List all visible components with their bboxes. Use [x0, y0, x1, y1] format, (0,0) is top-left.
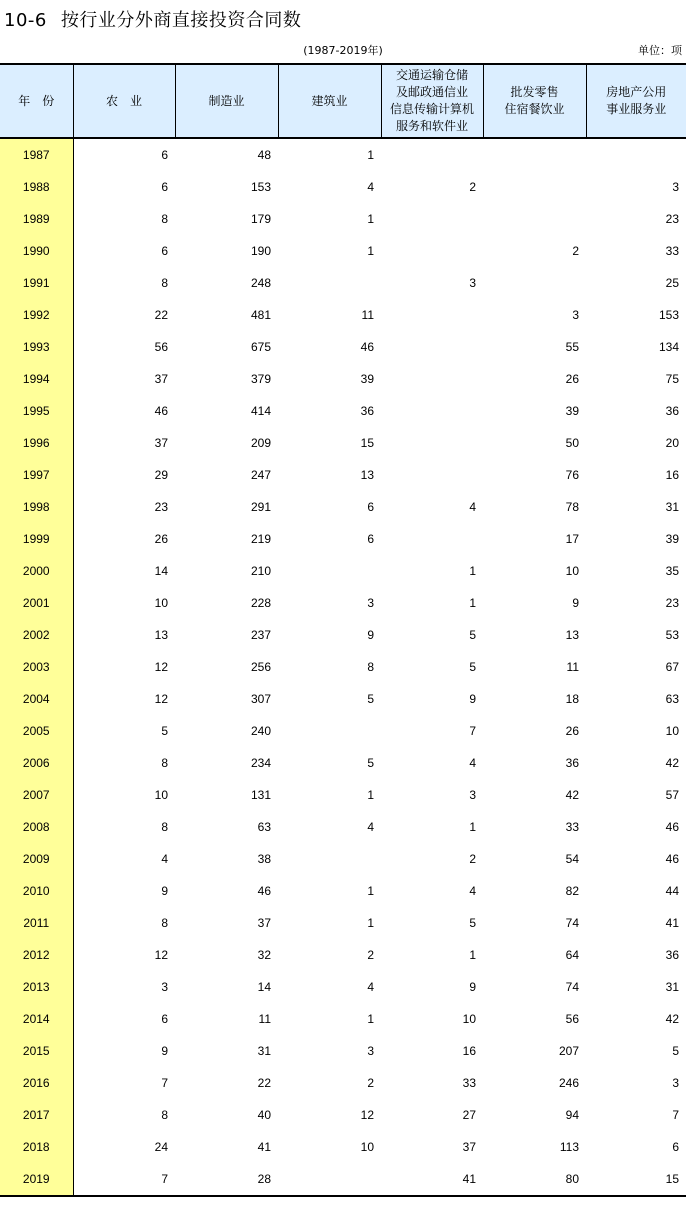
unit-label: 单位：项 [638, 44, 682, 57]
transport-it-cell: 4 [469, 884, 476, 898]
real-estate-cell: 7 [672, 1108, 679, 1122]
manufacturing-cell: 38 [257, 852, 271, 866]
year-cell: 2001 [0, 587, 73, 619]
year-cell: 1988 [0, 171, 73, 203]
transport-it-cell [381, 235, 483, 267]
transport-it-cell: 4 [469, 756, 476, 770]
transport-it-cell [381, 138, 483, 171]
manufacturing-cell: 40 [257, 1108, 271, 1122]
wholesale-retail-cell [483, 203, 586, 235]
construction-cell: 1 [367, 148, 374, 162]
manufacturing-cell: 209 [250, 436, 271, 450]
agriculture-cell: 6 [161, 244, 168, 258]
agriculture-cell: 6 [161, 180, 168, 194]
table-row [0, 363, 686, 395]
year-cell: 1993 [0, 331, 73, 363]
agriculture-cell: 24 [154, 1140, 168, 1154]
transport-it-cell: 4 [469, 500, 476, 514]
agriculture-cell: 56 [154, 340, 168, 354]
table-row [0, 171, 686, 203]
agriculture-cell: 6 [161, 1012, 168, 1026]
page-title [4, 6, 301, 32]
transport-it-cell: 1 [469, 596, 476, 610]
real-estate-cell: 20 [665, 436, 679, 450]
transport-it-cell: 5 [469, 628, 476, 642]
wholesale-retail-cell: 11 [566, 660, 579, 674]
table-row [0, 779, 686, 811]
wholesale-retail-cell: 42 [565, 788, 579, 802]
table-row [0, 1099, 686, 1131]
agriculture-cell: 14 [154, 564, 168, 578]
year-cell: 2005 [0, 715, 73, 747]
table-row [0, 747, 686, 779]
real-estate-cell: 46 [665, 852, 679, 866]
transport-it-cell [381, 459, 483, 491]
header-agriculture: 农 业 [73, 64, 175, 138]
real-estate-cell: 5 [672, 1044, 679, 1058]
manufacturing-cell: 256 [250, 660, 271, 674]
wholesale-retail-cell: 76 [565, 468, 579, 482]
wholesale-retail-cell: 64 [565, 948, 579, 962]
agriculture-cell: 8 [161, 212, 168, 226]
agriculture-cell: 37 [154, 372, 168, 386]
manufacturing-cell: 63 [257, 820, 271, 834]
table-row [0, 427, 686, 459]
transport-it-cell [381, 395, 483, 427]
manufacturing-cell: 291 [250, 500, 271, 514]
agriculture-cell: 22 [154, 308, 168, 322]
construction-cell: 39 [360, 372, 374, 386]
header-wholesale-retail: 批发零售 住宿餐饮业 [483, 64, 586, 138]
manufacturing-cell: 210 [250, 564, 271, 578]
year-cell: 1997 [0, 459, 73, 491]
real-estate-cell: 67 [665, 660, 679, 674]
wholesale-retail-cell: 80 [483, 1163, 586, 1196]
manufacturing-cell: 675 [250, 340, 271, 354]
wholesale-retail-cell [483, 267, 586, 299]
construction-cell: 1 [367, 1012, 374, 1026]
year-cell: 1992 [0, 299, 73, 331]
transport-it-cell: 33 [462, 1076, 476, 1090]
real-estate-cell: 41 [665, 916, 679, 930]
wholesale-retail-cell: 26 [565, 724, 579, 738]
manufacturing-cell: 37 [257, 916, 271, 930]
manufacturing-cell: 22 [257, 1076, 271, 1090]
manufacturing-cell: 48 [257, 148, 271, 162]
wholesale-retail-cell: 39 [565, 404, 579, 418]
manufacturing-cell: 153 [250, 180, 271, 194]
agriculture-cell: 7 [161, 1076, 168, 1090]
wholesale-retail-cell: 9 [572, 596, 579, 610]
year-cell: 2000 [0, 555, 73, 587]
table-row [0, 235, 686, 267]
agriculture-cell: 3 [161, 980, 168, 994]
wholesale-retail-cell: 50 [565, 436, 579, 450]
year-cell: 1998 [0, 491, 73, 523]
agriculture-cell: 12 [154, 660, 168, 674]
wholesale-retail-cell: 207 [558, 1044, 579, 1058]
table-row [0, 138, 686, 171]
transport-it-cell: 3 [469, 276, 476, 290]
year-cell: 2006 [0, 747, 73, 779]
wholesale-retail-cell: 56 [565, 1012, 579, 1026]
wholesale-retail-cell [483, 171, 586, 203]
table-row [0, 971, 686, 1003]
construction-cell: 2 [367, 1076, 374, 1090]
year-cell: 1995 [0, 395, 73, 427]
real-estate-cell: 3 [672, 180, 679, 194]
transport-it-cell: 1 [469, 564, 476, 578]
real-estate-cell: 63 [665, 692, 679, 706]
table-row [0, 1003, 686, 1035]
table-row [0, 715, 686, 747]
manufacturing-cell: 32 [257, 948, 271, 962]
wholesale-retail-cell: 82 [565, 884, 579, 898]
table-row [0, 651, 686, 683]
table-row [0, 267, 686, 299]
construction-cell: 8 [367, 660, 374, 674]
year-cell: 1990 [0, 235, 73, 267]
transport-it-cell: 1 [469, 820, 476, 834]
table-title: 按行业分外商直接投资合同数 [60, 10, 302, 31]
real-estate-cell: 53 [665, 628, 679, 642]
wholesale-retail-cell: 55 [565, 340, 579, 354]
agriculture-cell: 10 [154, 788, 168, 802]
manufacturing-cell: 41 [257, 1140, 271, 1154]
wholesale-retail-cell: 113 [559, 1140, 579, 1154]
real-estate-cell: 35 [665, 564, 679, 578]
transport-it-cell: 2 [469, 852, 476, 866]
wholesale-retail-cell: 36 [565, 756, 579, 770]
table-row [0, 1067, 686, 1099]
transport-it-cell [381, 331, 483, 363]
table-row [0, 683, 686, 715]
real-estate-cell: 15 [586, 1163, 686, 1196]
real-estate-cell: 36 [665, 948, 679, 962]
real-estate-cell: 3 [672, 1076, 679, 1090]
table-row [0, 875, 686, 907]
construction-cell [278, 267, 381, 299]
real-estate-cell: 36 [665, 404, 679, 418]
transport-it-cell: 27 [462, 1108, 476, 1122]
header-manufacturing: 制造业 [175, 64, 278, 138]
year-cell: 2018 [0, 1131, 73, 1163]
transport-it-cell: 16 [462, 1044, 476, 1058]
manufacturing-cell: 240 [250, 724, 271, 738]
table-row [0, 1035, 686, 1067]
transport-it-cell [381, 427, 483, 459]
real-estate-cell: 42 [665, 1012, 679, 1026]
manufacturing-cell: 179 [250, 212, 271, 226]
table-row [0, 587, 686, 619]
transport-it-cell: 9 [469, 692, 476, 706]
agriculture-cell: 12 [154, 692, 168, 706]
header-year: 年 份 [0, 64, 73, 138]
agriculture-cell: 9 [161, 1044, 168, 1058]
table-row [0, 395, 686, 427]
real-estate-cell: 33 [665, 244, 679, 258]
transport-it-cell: 41 [381, 1163, 483, 1196]
year-cell: 1987 [0, 138, 73, 171]
transport-it-cell: 10 [462, 1012, 476, 1026]
construction-cell: 6 [367, 500, 374, 514]
agriculture-cell: 26 [154, 532, 168, 546]
agriculture-cell: 10 [154, 596, 168, 610]
year-range: (1987-2019年) [303, 44, 383, 57]
agriculture-cell: 9 [161, 884, 168, 898]
construction-cell: 3 [367, 1044, 374, 1058]
real-estate-cell: 23 [665, 596, 679, 610]
construction-cell: 5 [367, 756, 374, 770]
real-estate-cell: 39 [665, 532, 679, 546]
table-body [0, 138, 686, 1196]
construction-cell [278, 843, 381, 875]
transport-it-cell [381, 299, 483, 331]
transport-it-cell: 5 [469, 916, 476, 930]
real-estate-cell: 16 [665, 468, 679, 482]
wholesale-retail-cell: 26 [565, 372, 579, 386]
year-cell: 1989 [0, 203, 73, 235]
year-cell: 2013 [0, 971, 73, 1003]
transport-it-cell: 2 [469, 180, 476, 194]
real-estate-cell: 10 [665, 724, 679, 738]
year-cell: 2016 [0, 1067, 73, 1099]
manufacturing-cell: 228 [250, 596, 271, 610]
construction-cell: 11 [361, 308, 374, 322]
construction-cell: 4 [367, 820, 374, 834]
real-estate-cell [586, 138, 686, 171]
manufacturing-cell: 46 [257, 884, 271, 898]
wholesale-retail-cell: 13 [565, 628, 579, 642]
data-table [0, 63, 686, 1197]
table-row [0, 299, 686, 331]
agriculture-cell: 37 [154, 436, 168, 450]
header-construction: 建筑业 [278, 64, 381, 138]
manufacturing-cell: 31 [257, 1044, 271, 1058]
real-estate-cell: 134 [658, 340, 679, 354]
table-number: 10-6 [4, 10, 47, 31]
real-estate-cell: 25 [665, 276, 679, 290]
year-cell: 2003 [0, 651, 73, 683]
manufacturing-cell: 414 [250, 404, 271, 418]
construction-cell: 1 [367, 212, 374, 226]
wholesale-retail-cell: 94 [565, 1108, 579, 1122]
manufacturing-cell: 219 [250, 532, 271, 546]
manufacturing-cell: 307 [250, 692, 271, 706]
year-cell: 1994 [0, 363, 73, 395]
table-row [0, 491, 686, 523]
construction-cell: 1 [367, 788, 374, 802]
table-row [0, 331, 686, 363]
table-row [0, 555, 686, 587]
year-cell: 2010 [0, 875, 73, 907]
table-row [0, 459, 686, 491]
real-estate-cell: 23 [665, 212, 679, 226]
construction-cell: 15 [360, 436, 374, 450]
agriculture-cell: 8 [161, 276, 168, 290]
agriculture-cell: 8 [161, 1108, 168, 1122]
real-estate-cell: 75 [665, 372, 679, 386]
agriculture-cell: 23 [154, 500, 168, 514]
agriculture-cell: 6 [161, 148, 168, 162]
manufacturing-cell: 190 [250, 244, 271, 258]
construction-cell: 10 [360, 1140, 374, 1154]
construction-cell [278, 715, 381, 747]
wholesale-retail-cell: 74 [565, 980, 579, 994]
wholesale-retail-cell: 10 [565, 564, 579, 578]
year-cell: 1991 [0, 267, 73, 299]
construction-cell: 4 [367, 980, 374, 994]
wholesale-retail-cell: 2 [572, 244, 579, 258]
agriculture-cell: 46 [154, 404, 168, 418]
construction-cell: 9 [367, 628, 374, 642]
year-cell: 2011 [0, 907, 73, 939]
construction-cell: 4 [367, 180, 374, 194]
year-cell: 2015 [0, 1035, 73, 1067]
year-cell: 2017 [0, 1099, 73, 1131]
construction-cell: 1 [367, 884, 374, 898]
agriculture-cell: 13 [154, 628, 168, 642]
wholesale-retail-cell: 54 [565, 852, 579, 866]
year-cell: 2004 [0, 683, 73, 715]
table-row [0, 1131, 686, 1163]
real-estate-cell: 44 [665, 884, 679, 898]
transport-it-cell: 3 [469, 788, 476, 802]
manufacturing-cell: 11 [258, 1012, 271, 1026]
wholesale-retail-cell: 17 [565, 532, 579, 546]
construction-cell: 2 [367, 948, 374, 962]
transport-it-cell: 7 [469, 724, 476, 738]
table-row [0, 1163, 686, 1196]
construction-cell: 12 [360, 1108, 374, 1122]
year-cell: 2019 [0, 1163, 73, 1196]
transport-it-cell: 1 [469, 948, 476, 962]
construction-cell: 6 [367, 532, 374, 546]
table-row [0, 203, 686, 235]
manufacturing-cell: 379 [250, 372, 271, 386]
year-cell: 2007 [0, 779, 73, 811]
agriculture-cell: 7 [73, 1163, 175, 1196]
table-row [0, 907, 686, 939]
construction-cell: 1 [367, 916, 374, 930]
construction-cell: 3 [367, 596, 374, 610]
real-estate-cell: 153 [658, 308, 679, 322]
year-cell: 2014 [0, 1003, 73, 1035]
agriculture-cell: 8 [161, 820, 168, 834]
transport-it-cell [381, 523, 483, 555]
real-estate-cell: 31 [665, 980, 679, 994]
real-estate-cell: 6 [672, 1140, 679, 1154]
construction-cell [278, 1163, 381, 1196]
wholesale-retail-cell: 33 [565, 820, 579, 834]
year-cell: 1999 [0, 523, 73, 555]
table-row [0, 523, 686, 555]
agriculture-cell: 29 [154, 468, 168, 482]
transport-it-cell: 5 [469, 660, 476, 674]
wholesale-retail-cell: 78 [565, 500, 579, 514]
agriculture-cell: 5 [161, 724, 168, 738]
subtitle-line [0, 42, 686, 58]
manufacturing-cell: 248 [250, 276, 271, 290]
manufacturing-cell: 481 [250, 308, 271, 322]
table-row [0, 811, 686, 843]
construction-cell: 1 [367, 244, 374, 258]
construction-cell [278, 555, 381, 587]
manufacturing-cell: 131 [250, 788, 271, 802]
wholesale-retail-cell: 74 [565, 916, 579, 930]
real-estate-cell: 57 [665, 788, 679, 802]
year-cell: 1996 [0, 427, 73, 459]
construction-cell: 46 [360, 340, 374, 354]
table-row [0, 619, 686, 651]
construction-cell: 13 [360, 468, 374, 482]
wholesale-retail-cell: 246 [558, 1076, 579, 1090]
year-cell: 2002 [0, 619, 73, 651]
manufacturing-cell: 237 [250, 628, 271, 642]
year-cell: 2009 [0, 843, 73, 875]
agriculture-cell: 12 [154, 948, 168, 962]
agriculture-cell: 4 [161, 852, 168, 866]
transport-it-cell [381, 203, 483, 235]
agriculture-cell: 8 [161, 916, 168, 930]
construction-cell: 36 [360, 404, 374, 418]
year-cell: 2012 [0, 939, 73, 971]
transport-it-cell: 9 [469, 980, 476, 994]
header-transport-it: 交通运输仓储 及邮政通信业 信息传输计算机 服务和软件业 [381, 64, 483, 138]
real-estate-cell: 46 [665, 820, 679, 834]
wholesale-retail-cell: 18 [565, 692, 579, 706]
year-cell: 2008 [0, 811, 73, 843]
wholesale-retail-cell: 3 [572, 308, 579, 322]
header-row [0, 64, 686, 138]
table-row [0, 939, 686, 971]
manufacturing-cell: 28 [175, 1163, 278, 1196]
header-real-estate: 房地产公用 事业服务业 [586, 64, 686, 138]
real-estate-cell: 31 [665, 500, 679, 514]
table-row [0, 843, 686, 875]
manufacturing-cell: 14 [257, 980, 271, 994]
transport-it-cell: 37 [462, 1140, 476, 1154]
wholesale-retail-cell [483, 138, 586, 171]
real-estate-cell: 42 [665, 756, 679, 770]
manufacturing-cell: 247 [250, 468, 271, 482]
construction-cell: 5 [367, 692, 374, 706]
transport-it-cell [381, 363, 483, 395]
manufacturing-cell: 234 [250, 756, 271, 770]
agriculture-cell: 8 [161, 756, 168, 770]
